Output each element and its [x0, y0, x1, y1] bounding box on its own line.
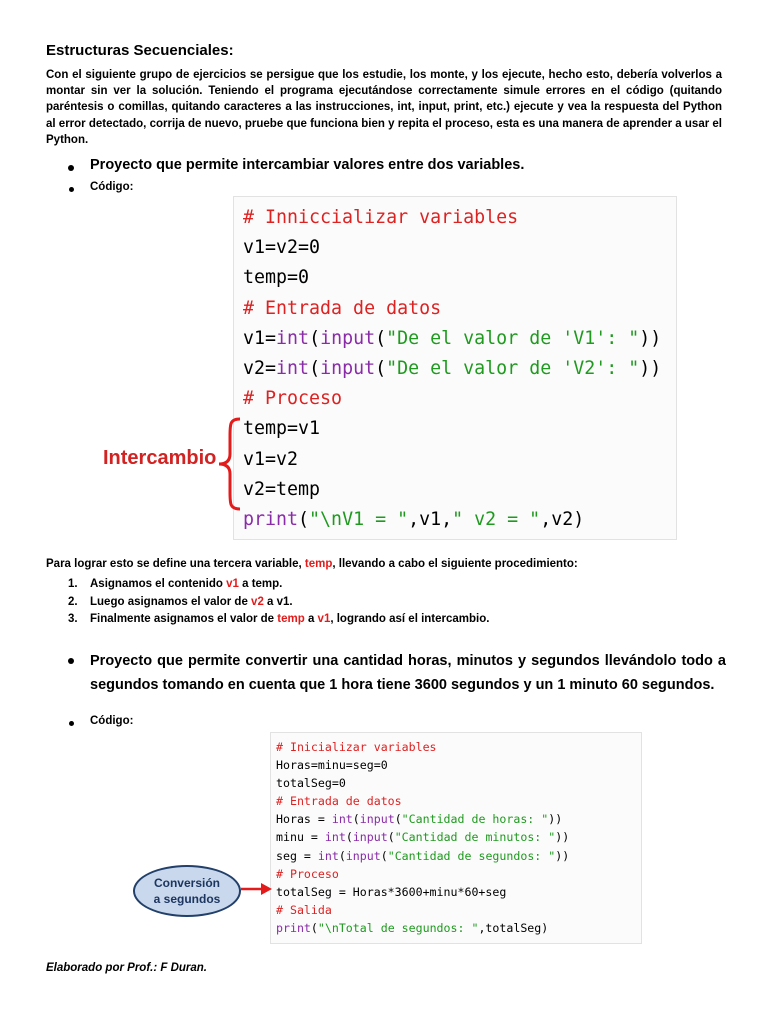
code-line: totalSeg = Horas*3600+minu*60+seg: [276, 884, 507, 899]
swap-annotation-label: Intercambio: [103, 447, 217, 469]
code-token: (: [352, 812, 360, 827]
code-line: # Salida: [276, 902, 332, 917]
code-line: # Entrada de datos: [243, 297, 442, 319]
code-line: temp=v1: [243, 418, 321, 440]
project2-code-label: Código:: [90, 715, 134, 727]
bullet-icon: [69, 187, 74, 192]
code-token: "De el valor de 'V1': ": [386, 327, 640, 349]
conversion-annotation: [133, 865, 241, 917]
list-item: [68, 594, 489, 612]
code-token: ,totalSeg): [478, 920, 549, 935]
annotation-line: a segundos: [153, 892, 221, 906]
code-line: # Inicializar variables: [276, 740, 437, 754]
code-token: input: [345, 848, 381, 863]
code-token: int: [276, 327, 310, 349]
code-token: (: [387, 830, 395, 845]
code-token: " v2 = ": [452, 509, 541, 531]
code-token: (: [310, 920, 318, 935]
project2-heading: Proyecto que permite convertir una cantidad horas, minutos y segundos llevándolo todo a segundos tomando en cuenta que 1 hora tiene 3600 segundos y un 1 minuto 60 segundos.: [90, 653, 726, 693]
code-token: "Cantidad de segundos: ": [387, 848, 556, 863]
code-token: int: [331, 812, 353, 827]
code-token: "\nTotal de segundos: ": [317, 920, 479, 935]
intro-paragraph: Con el siguiente grupo de ejercicios se persigue que los estudie, los monte, y los ejecute, hecho esto, debería volverlos a montar sin ver la solución. Teniendo el programa ejecutándose correctamente simule errores en el código (quitando paréntesis o comillas, quitando caracteres a las instrucciones, int, input, print, etc.) ejecute y vea la respuesta del Python al error detectado, corrija de nuevo, pruebe que funciona bien y repita el proceso, esta es una manera de aprender a usar el Python.: [46, 69, 722, 146]
code-line: totalSeg=0: [276, 776, 346, 791]
text: Asignamos el contenido: [90, 578, 227, 590]
page-title: Estructuras Secuenciales:: [46, 42, 234, 59]
list-number: 3.: [68, 613, 78, 625]
code-line: v1=v2=0: [243, 237, 321, 259]
bullet-icon: [68, 658, 74, 664]
text: , llevando a cabo el siguiente procedimiento:: [332, 558, 578, 570]
text: a v1.: [263, 595, 293, 608]
code-line: # Entrada de datos: [276, 794, 402, 809]
code-token: input: [320, 327, 376, 349]
code-token: print: [276, 920, 311, 935]
list-number: 1.: [68, 578, 78, 590]
code-block-seconds: [270, 732, 642, 944]
code-token: ,v1,: [408, 509, 453, 531]
code-token: minu =: [276, 830, 325, 845]
text: , logrando así el intercambio.: [330, 613, 490, 625]
code-line: Horas=minu=seg=0: [276, 758, 388, 773]
code-token: v2=: [243, 358, 277, 380]
code-token: (: [309, 327, 321, 349]
text: Finalmente asignamos el valor de: [90, 613, 278, 625]
text: a: [304, 613, 318, 625]
code-token: input: [320, 358, 376, 380]
text: Para lograr esto se define una tercera variable,: [46, 558, 305, 570]
code-token: ,v2): [540, 509, 585, 531]
code-token: "Cantidad de minutos: ": [394, 830, 556, 845]
code-line: v1=v2: [243, 448, 299, 470]
code-token: input: [359, 812, 395, 827]
code-block-swap: [233, 196, 677, 540]
code-token: (: [375, 327, 387, 349]
highlight-var: v1: [226, 578, 239, 590]
code-token: )): [555, 830, 570, 845]
code-token: input: [352, 830, 388, 845]
code-token: (: [338, 848, 346, 863]
code-token: print: [243, 509, 299, 531]
code-line: v2=temp: [243, 478, 321, 500]
code-token: (: [298, 509, 310, 531]
code-token: (: [345, 830, 353, 845]
code-token: )): [639, 358, 662, 380]
arrow-right-icon: [241, 882, 273, 896]
highlight-var: temp: [304, 558, 333, 570]
text: Luego asignamos el valor de: [90, 595, 252, 608]
code-token: v1=: [243, 327, 277, 349]
steps-list: [68, 576, 489, 629]
code-line: # Proceso: [276, 866, 339, 881]
highlight-var: temp: [277, 613, 305, 625]
highlight-var: v2: [251, 595, 264, 608]
list-item: [68, 611, 489, 629]
list-item: [68, 576, 489, 594]
code-line: temp=0: [243, 267, 310, 289]
text: a temp.: [238, 578, 283, 590]
code-token: int: [324, 830, 346, 845]
code-token: "De el valor de 'V2': ": [386, 358, 640, 380]
code-token: )): [555, 848, 570, 863]
code-token: Horas =: [276, 812, 332, 827]
code-token: seg =: [276, 848, 318, 863]
list-number: 2.: [68, 595, 78, 608]
bullet-icon: [68, 165, 74, 171]
code-token: (: [394, 812, 402, 827]
explanation-paragraph: [46, 558, 578, 570]
annotation-line: Conversión: [153, 876, 220, 890]
project1-heading: Proyecto que permite intercambiar valores entre dos variables.: [90, 157, 525, 173]
code-token: int: [276, 358, 310, 380]
code-token: )): [548, 812, 563, 827]
code-line: # Proceso: [243, 388, 343, 410]
bullet-icon: [69, 721, 74, 726]
code-token: "Cantidad de horas: ": [401, 812, 549, 827]
project1-code-label: Código:: [90, 181, 134, 193]
code-token: (: [309, 358, 321, 380]
footer-credit: Elaborado por Prof.: F Duran.: [46, 962, 208, 974]
code-token: int: [317, 848, 339, 863]
code-token: (: [375, 358, 387, 380]
code-token: "\nV1 = ": [309, 509, 409, 531]
code-token: (: [380, 848, 388, 863]
curly-brace-icon: [214, 416, 244, 512]
highlight-var: v1: [317, 613, 331, 625]
code-token: )): [639, 327, 662, 349]
code-line: # Inniccializar variables: [243, 207, 519, 228]
